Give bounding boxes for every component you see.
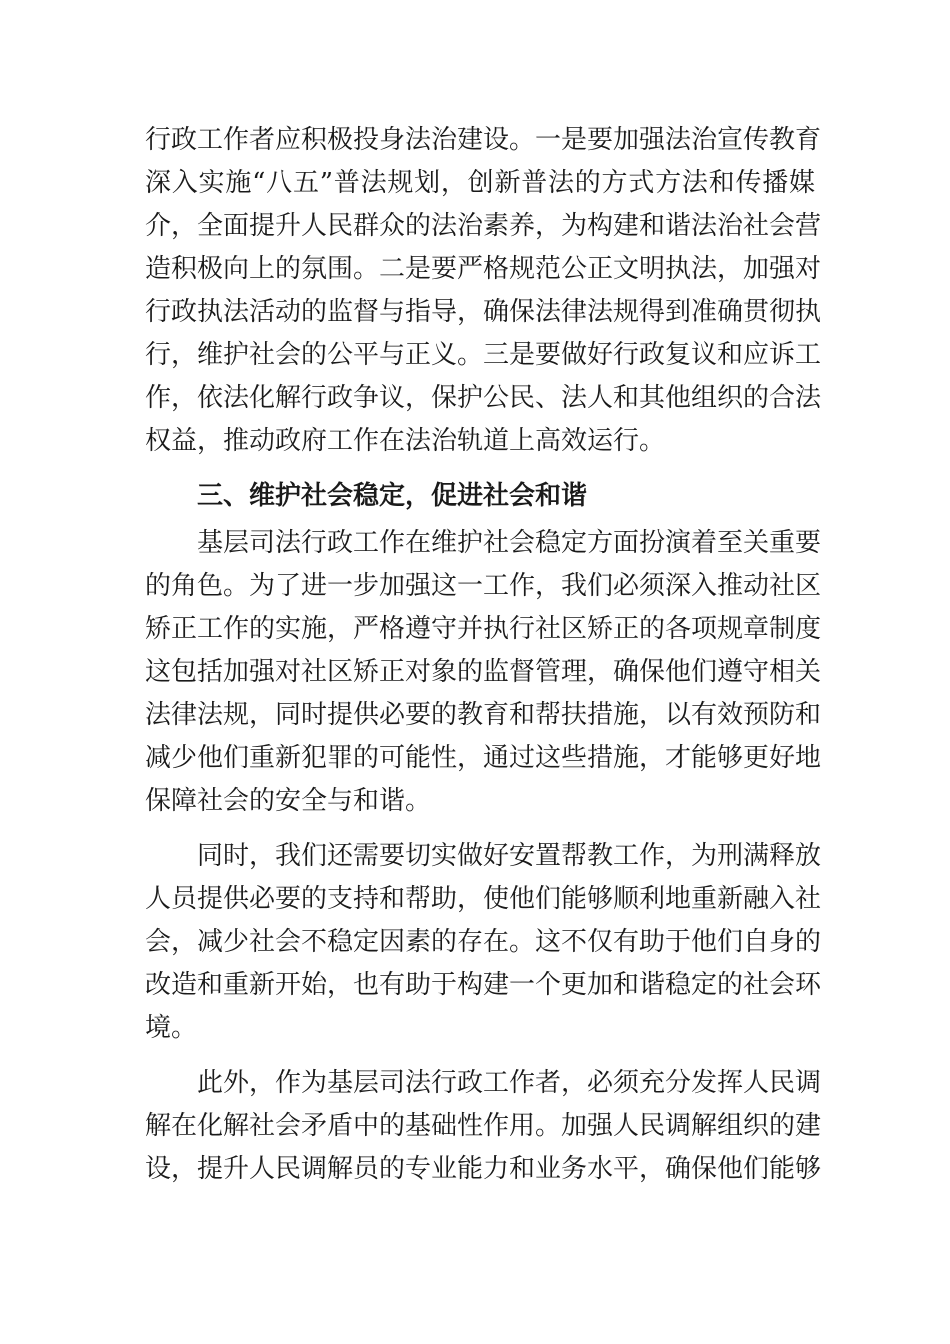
paragraph-line: 保障社会的安全与和谐。	[145, 786, 432, 816]
paragraph-line: 基层司法行政工作在维护社会稳定方面扮演着至关重要	[197, 528, 822, 558]
paragraph-line: 矫正工作的实施，严格遵守并执行社区矫正的各项规章制度	[145, 614, 822, 644]
paragraph-line: 造积极向上的氛围。二是要严格规范公正文明执法，加强对	[145, 254, 822, 284]
paragraph-line: 深入实施“八五”普法规划，创新普法的方式方法和传播媒	[145, 168, 815, 198]
paragraph-line: 减少他们重新犯罪的可能性，通过这些措施，才能够更好地	[145, 743, 822, 773]
paragraph-line: 行政执法活动的监督与指导，确保法律法规得到准确贯彻执	[145, 297, 822, 327]
paragraph-line: 会，减少社会不稳定因素的存在。这不仅有助于他们自身的	[145, 927, 822, 957]
paragraph-line: 的角色。为了进一步加强这一工作，我们必须深入推动社区	[145, 571, 822, 601]
paragraph-line: 行，维护社会的公平与正义。三是要做好行政复议和应诉工	[145, 340, 822, 370]
paragraph-line: 同时，我们还需要切实做好安置帮教工作，为刑满释放	[197, 841, 822, 871]
paragraph-line: 解在化解社会矛盾中的基础性作用。加强人民调解组织的建	[145, 1111, 822, 1141]
paragraph-line: 设，提升人民调解员的专业能力和业务水平，确保他们能够	[145, 1154, 822, 1184]
paragraph-line: 权益，推动政府工作在法治轨道上高效运行。	[145, 426, 666, 456]
paragraph-line: 法律法规，同时提供必要的教育和帮扶措施，以有效预防和	[145, 700, 822, 730]
paragraph-line: 介，全面提升人民群众的法治素养，为构建和谐法治社会营	[145, 211, 822, 241]
paragraph-line: 作，依法化解行政争议，保护公民、法人和其他组织的合法	[145, 383, 822, 413]
paragraph-line: 人员提供必要的支持和帮助，使他们能够顺利地重新融入社	[145, 884, 822, 914]
section-heading: 三、维护社会稳定，促进社会和谐	[197, 481, 588, 511]
paragraph-line: 改造和重新开始，也有助于构建一个更加和谐稳定的社会环	[145, 970, 822, 1000]
paragraph-line: 这包括加强对社区矫正对象的监督管理，确保他们遵守相关	[145, 657, 822, 687]
paragraph-line: 此外，作为基层司法行政工作者，必须充分发挥人民调	[197, 1068, 822, 1098]
paragraph-line: 境。	[145, 1013, 198, 1043]
paragraph-line: 行政工作者应积极投身法治建设。一是要加强法治宣传教育	[145, 125, 822, 155]
